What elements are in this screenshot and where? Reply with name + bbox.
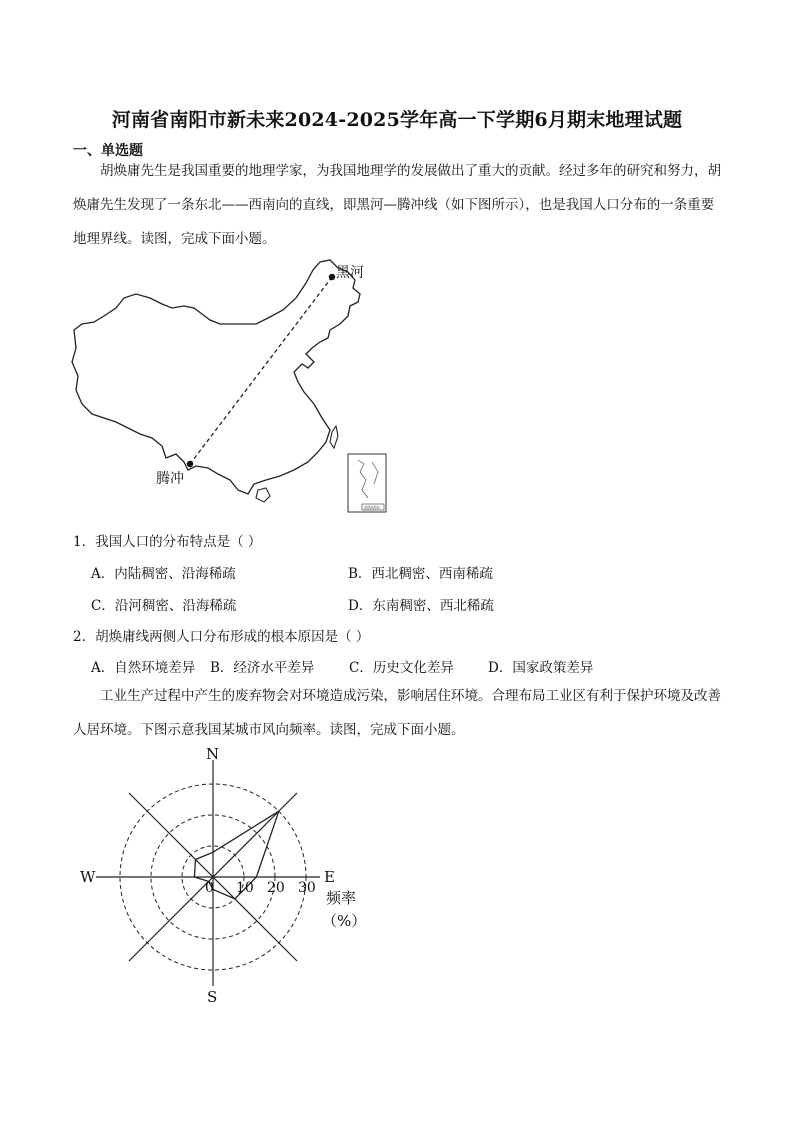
unit-label-2: （%）: [322, 912, 367, 930]
unit-label-1: 频率: [326, 889, 357, 907]
q2-option-c[interactable]: C．历史文化差异: [349, 660, 454, 676]
label-east: E: [324, 868, 335, 886]
tengchong-label: 腾冲: [156, 471, 184, 487]
passage-1: 胡焕庸先生是我国重要的地理学家，为我国地理学的发展做出了重大的贡献。经过多年的研究和努力，胡焕庸先生发现了一条东北——西南向的直线，即黑河—腾冲线（如下图所示），也是我国人口分布的一条重要地理界线。读图，完成下面小题。: [73, 163, 721, 247]
south-china-sea-inset: [348, 454, 386, 512]
q1-option-b[interactable]: B．西北稠密、西南稀疏: [348, 566, 493, 582]
china-map-figure: [68, 258, 398, 520]
tick-label-0: 0: [205, 880, 214, 896]
q2-option-a[interactable]: A．自然环境差异: [91, 660, 196, 676]
label-west: W: [80, 868, 96, 886]
q1-option-a[interactable]: A．内陆稠密、沿海稀疏: [91, 566, 236, 582]
label-south: S: [207, 988, 218, 1006]
tick-label-30: 30: [298, 880, 316, 896]
taiwan-island: [330, 426, 338, 448]
tick-label-20: 20: [267, 880, 285, 896]
inset-label: 南海诸岛: [364, 505, 380, 510]
q1-option-d[interactable]: D．东南稠密、西北稀疏: [348, 598, 494, 614]
hainan-island: [256, 488, 270, 502]
q2-option-d[interactable]: D．国家政策差异: [488, 660, 594, 676]
label-north: N: [206, 746, 220, 763]
page-title: 河南省南阳市新未来2024-2025学年高一下学期6月期末地理试题: [111, 109, 683, 131]
wind-rose-figure: [72, 746, 372, 1008]
question-2-stem: 2．胡焕庸线两侧人口分布形成的根本原因是（ ）: [73, 629, 370, 645]
q2-option-b[interactable]: B．经济水平差异: [210, 660, 315, 676]
heihe-label: 黑河: [336, 265, 364, 281]
question-1-stem: 1．我国人口的分布特点是（ ）: [73, 534, 262, 550]
china-outline: [72, 260, 360, 494]
section-heading: 一、单选题: [73, 143, 143, 159]
tengchong-point: [187, 461, 193, 467]
q1-option-c[interactable]: C．沿河稠密、沿海稀疏: [91, 598, 237, 614]
passage-2: 工业生产过程中产生的废弃物会对环境造成污染，影响居住环境。合理布局工业区有利于保护环境及改善人居环境。下图示意我国某城市风向频率。读图，完成下面小题。: [73, 688, 721, 738]
hu-line: [190, 277, 332, 464]
tick-label-10: 10: [236, 880, 254, 896]
heihe-point: [329, 274, 335, 280]
